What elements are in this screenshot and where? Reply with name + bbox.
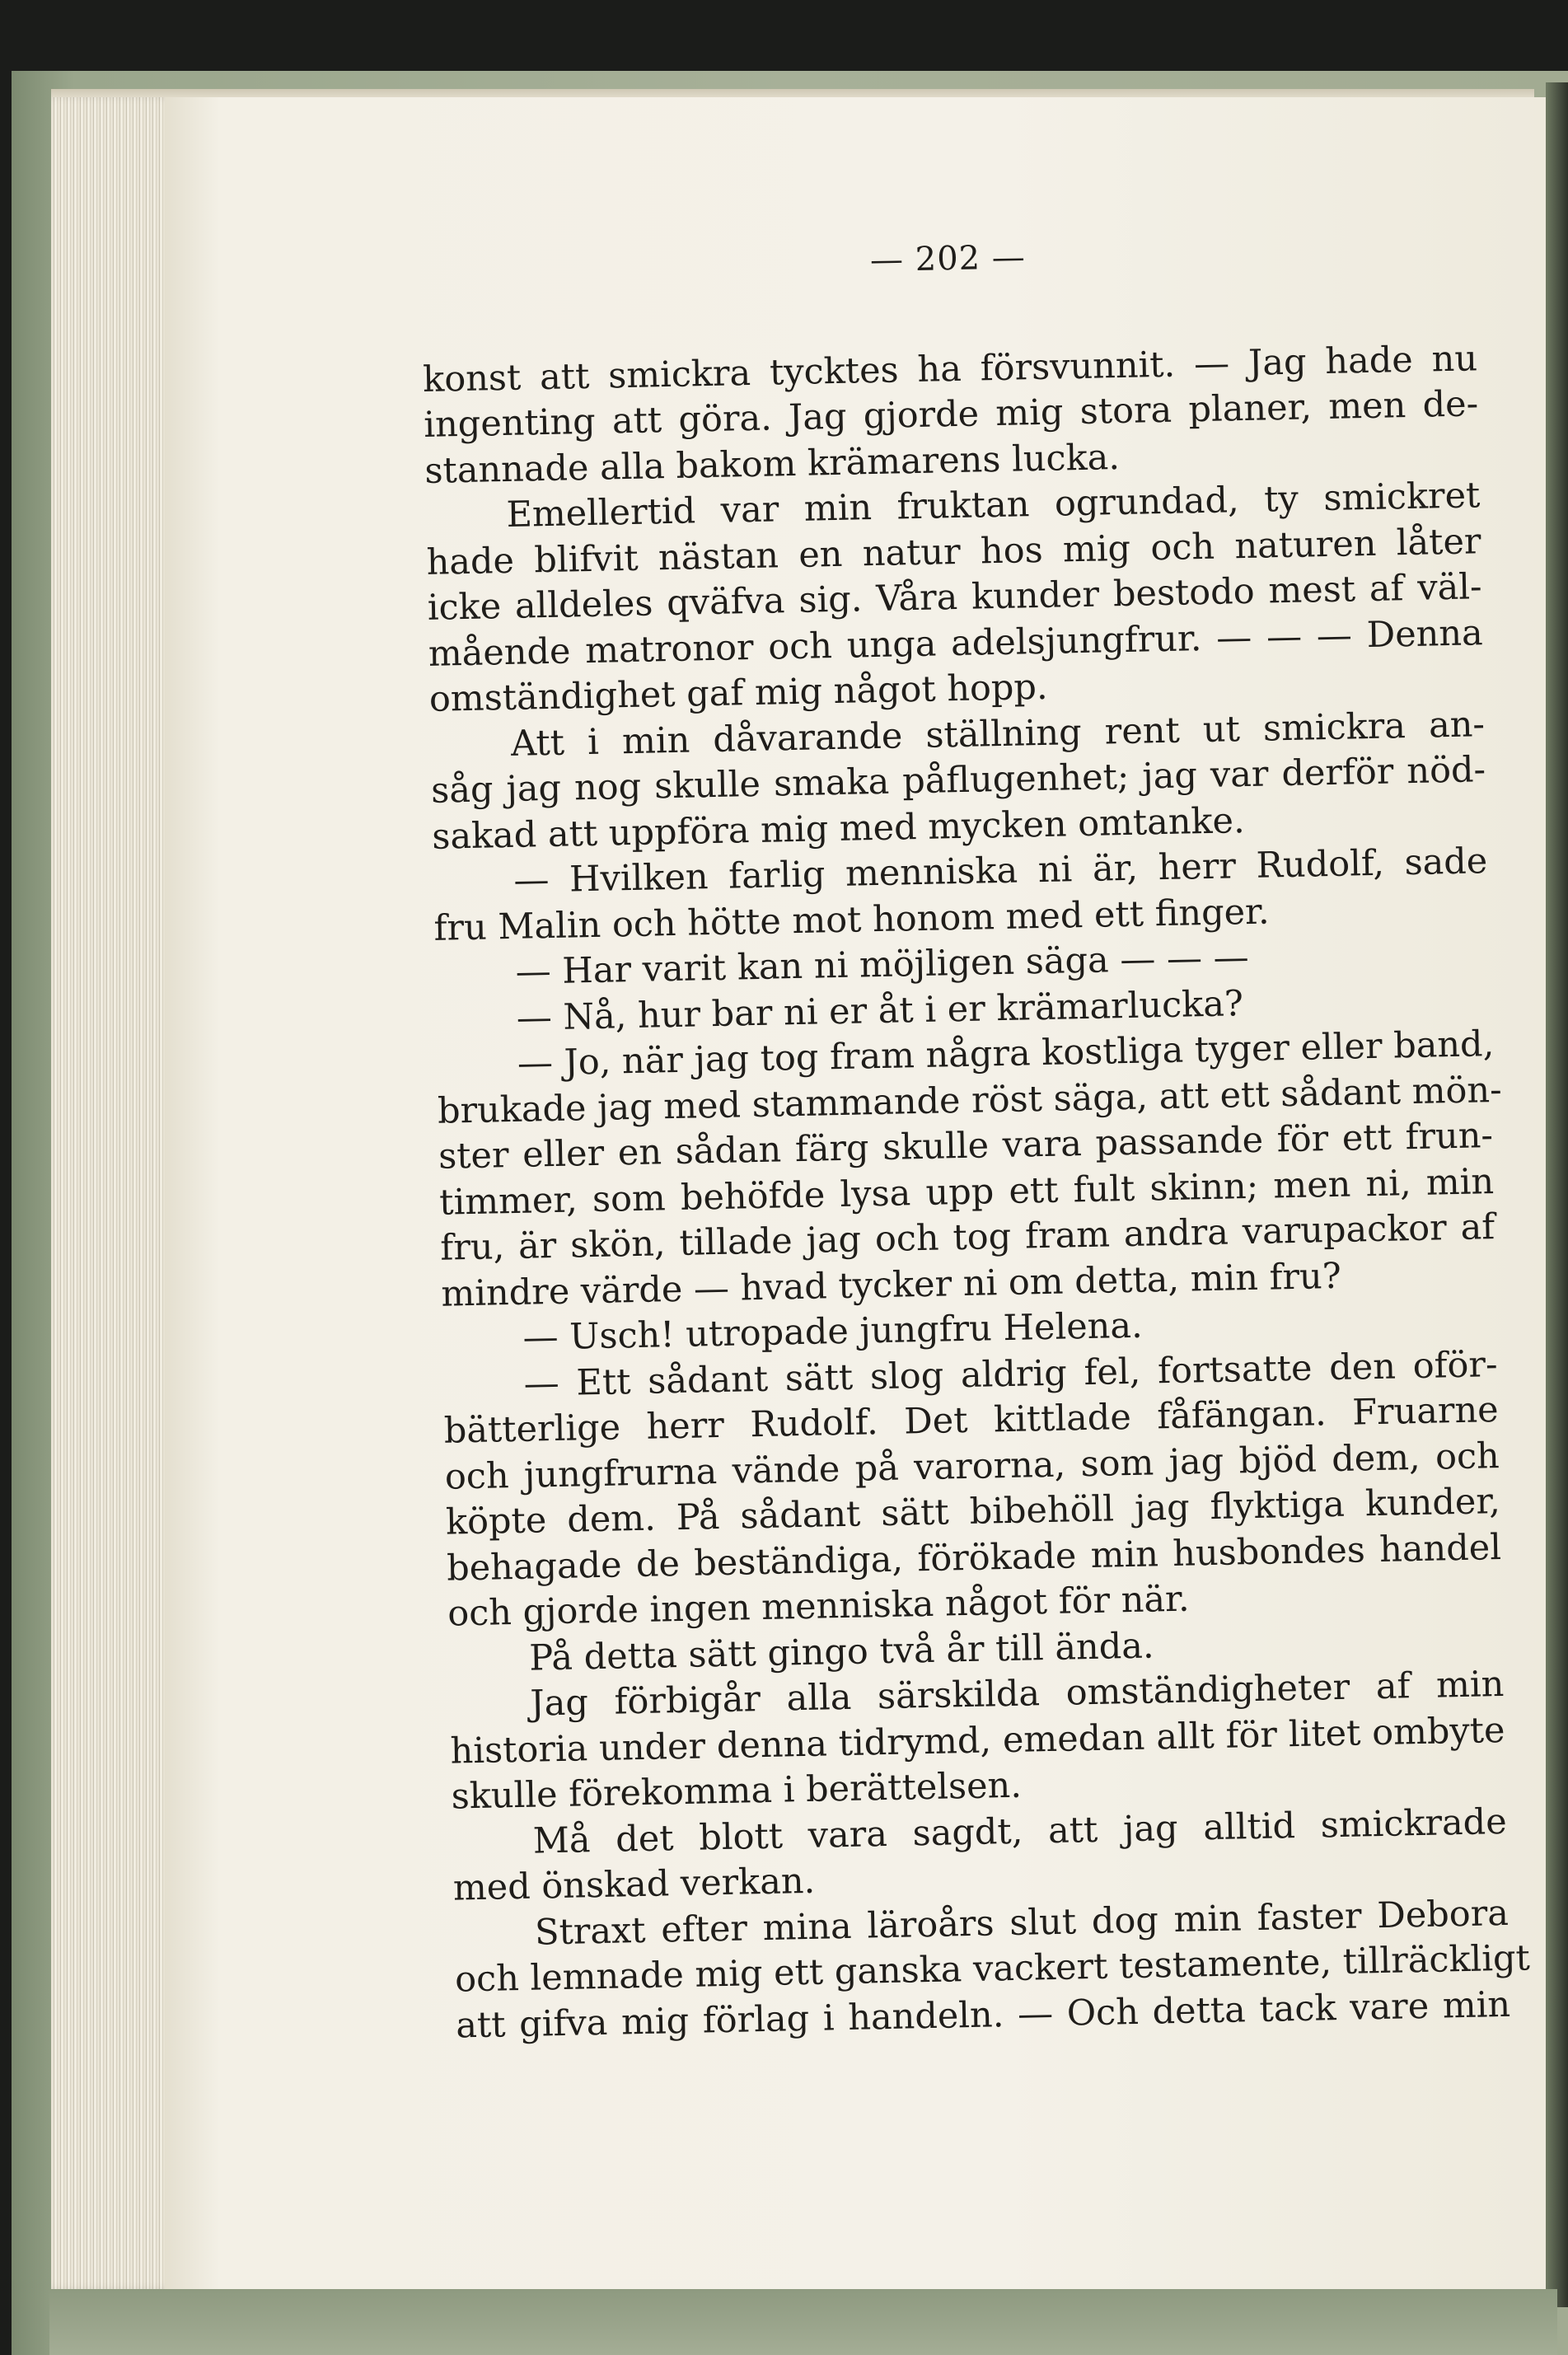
text-line: — Jo, när jag tog fram några kostliga tyger eller band,: [517, 1023, 1495, 1084]
text-line: Att i min dåvarande ställning rent ut smickra an-: [510, 703, 1486, 765]
text-line: historia under denna tidrymd, emedan allt för litet ombyte: [450, 1709, 1505, 1772]
text-line: icke alldeles qväfva sig. Våra kunder bestodo mest af väl-: [427, 566, 1483, 629]
text-line: att gifva mig förlag i handeln. — Och detta tack vare min: [455, 1983, 1511, 2047]
text-line: såg jag nog skulle smaka påflugenhet; jag var derför nöd-: [430, 749, 1486, 812]
text-line: bätterlige herr Rudolf. Det kittlade fåfängan. Fruarne: [443, 1389, 1500, 1452]
text-line: hade blifvit nästan en natur hos mig och naturen låter: [426, 520, 1481, 583]
text-line: På detta sätt gingo två år till ända.: [528, 1624, 1154, 1679]
page-text-block: [420, 226, 1531, 2059]
page-number: — 202 —: [869, 238, 1027, 280]
text-line: mindre värde — hvad tycker ni om detta, min fru?: [440, 1255, 1342, 1315]
text-line: konst att smickra tycktes ha försvunnit. — Jag hade nu: [422, 337, 1478, 400]
text-line: — Hvilken farlig menniska ni är, herr Rudolf, sade: [513, 840, 1488, 901]
text-line: — Ett sådant sätt slog aldrig fel, fortsatte den oför-: [523, 1343, 1498, 1405]
text-line: Emellertid var min fruktan ogrundad, ty smickret: [506, 475, 1481, 536]
text-line: ster eller en sådan färg skulle vara passande för ett frun-: [438, 1115, 1494, 1178]
text-line: mående matronor och unga adelsjungfrur. — — — Denna: [428, 611, 1484, 675]
text-line: och lemnade mig ett ganska vackert testamente, tillräckligt: [454, 1937, 1531, 2001]
page-block-edges: [51, 97, 175, 2289]
text-line: Må det blott vara sagdt, att jag alltid smickrade: [532, 1800, 1508, 1862]
text-line: behagade de beständiga, förökade min husbondes handel: [446, 1526, 1502, 1590]
text-line: stannade alla bakom krämarens lucka.: [424, 436, 1121, 492]
cover-bottom-edge: [49, 2289, 1557, 2355]
text-line: med önskad verkan.: [452, 1860, 816, 1909]
text-line: köpte dem. På sådant sätt bibehöll jag flyktiga kunder,: [445, 1481, 1501, 1543]
text-line: fru, är skön, tillade jag och tog fram andra varupackor af: [439, 1206, 1495, 1269]
text-line: brukade jag med stammande röst säga, att ett sådant mön-: [437, 1069, 1503, 1132]
text-line: fru Malin och hötte mot honom med ett finger.: [433, 890, 1271, 949]
text-line: och jungfrurna vände på varorna, som jag bjöd dem, och: [444, 1435, 1500, 1498]
text-line: Straxt efter mina läroårs slut dog min faster Debora: [534, 1892, 1509, 1954]
text-line: Jag förbigår alla särskilda omständigheter af min: [530, 1663, 1505, 1725]
text-line: och gjorde ingen menniska något för när.: [447, 1578, 1191, 1635]
cover-right-edge: [1546, 82, 1568, 2307]
body-text: [422, 336, 1531, 2049]
text-line: sakad att uppföra mig med mycken omtanke.: [431, 799, 1246, 858]
text-line: skulle förekomma i berättelsen.: [451, 1764, 1023, 1818]
text-line: timmer, som behöfde lysa upp ett fult skinn; men ni, min: [438, 1160, 1495, 1224]
text-line: — Usch! utropade jungfru Helena.: [522, 1304, 1144, 1359]
text-line: — Nå, hur bar ni er åt i er krämarlucka?: [516, 982, 1244, 1039]
text-line: — Har varit kan ni möjligen säga — — —: [515, 936, 1250, 993]
text-line: ingenting att göra. Jag gjorde mig stora planer, men de-: [423, 383, 1479, 446]
text-line: omständighet gaf mig något hopp.: [428, 666, 1049, 720]
